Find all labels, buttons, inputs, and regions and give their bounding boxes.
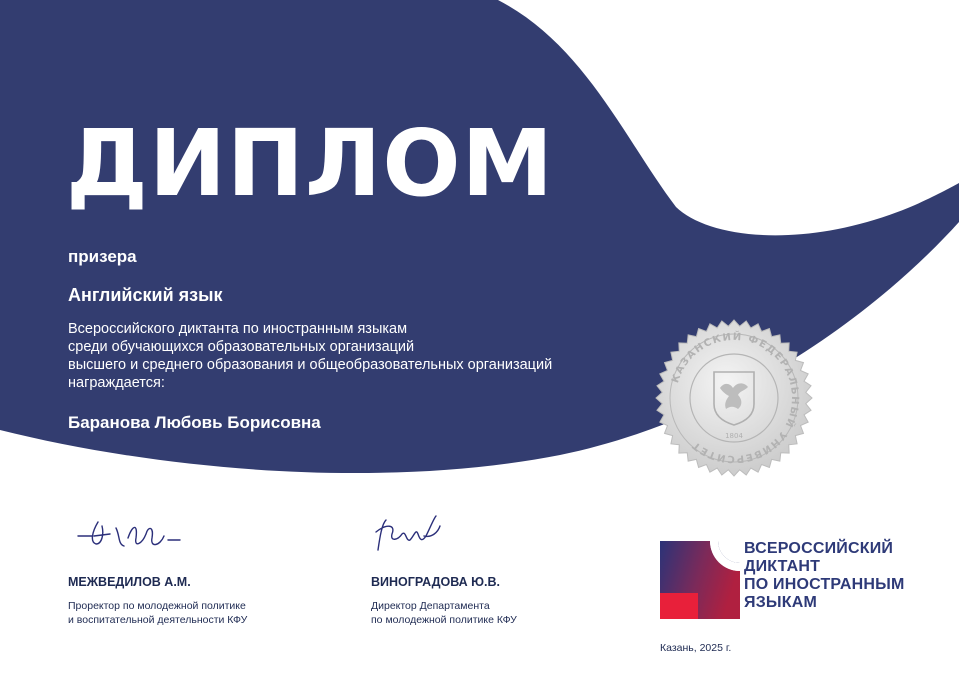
signatory-1 xyxy=(68,575,247,627)
diploma-subject: Английский язык xyxy=(68,285,223,305)
dictation-brand-name: ВСЕРОССИЙСКИЙ ДИКТАНТ ПО ИНОСТРАННЫМ ЯЗЫКАМ xyxy=(744,540,905,611)
city-date: Казань, 2025 г. xyxy=(660,642,732,654)
signatory-position: Директор Департамента по молодежной политике КФУ xyxy=(371,600,517,626)
signatory-name: МЕЖВЕДИЛОВ А.М. xyxy=(68,575,191,589)
institute-name: ИНСТИТУТ международных отношений, истории и востоковедения xyxy=(771,119,897,150)
description-line: Всероссийского диктанта по иностранным языкам xyxy=(68,321,408,337)
university-name: Казанский федеральный университет xyxy=(692,53,755,84)
logo-divider xyxy=(762,120,763,153)
kfu-emblem-icon xyxy=(660,54,686,82)
university-seal xyxy=(654,318,814,478)
seal-year: 1804 xyxy=(725,432,743,440)
header-logo-institute xyxy=(660,120,897,153)
signature-2 xyxy=(372,510,444,560)
logo-divider xyxy=(762,54,763,87)
description-line: высшего и среднего образования и общеобразовательных организаций xyxy=(68,357,553,373)
university-name: Казанский федеральный университет xyxy=(692,119,755,150)
diploma-title: ДИПЛОМ xyxy=(66,110,555,217)
department-name: ДЕПАРТАМЕНТ по молодежной политике xyxy=(771,53,842,84)
diploma-description xyxy=(68,320,608,392)
diploma-subtitle: призера xyxy=(68,247,137,266)
header-logo-department xyxy=(660,54,842,87)
description-line: среди обучающихся образовательных организаций xyxy=(68,339,415,355)
signatory-2 xyxy=(371,575,517,627)
kfu-emblem-icon xyxy=(660,120,686,148)
dictation-brand-icon xyxy=(660,541,740,619)
signature-1 xyxy=(76,508,186,560)
seal-ring-text: КАЗАНСКИЙ ФЕДЕРАЛЬНЫЙ УНИВЕРСИТЕТ xyxy=(670,331,801,465)
recipient-name: Баранова Любовь Борисовна xyxy=(68,413,321,432)
signatory-name: ВИНОГРАДОВА Ю.В. xyxy=(371,575,500,589)
description-line: награждается: xyxy=(68,375,165,391)
signatory-position: Проректор по молодежной политике и воспитательной деятельности КФУ xyxy=(68,600,248,626)
